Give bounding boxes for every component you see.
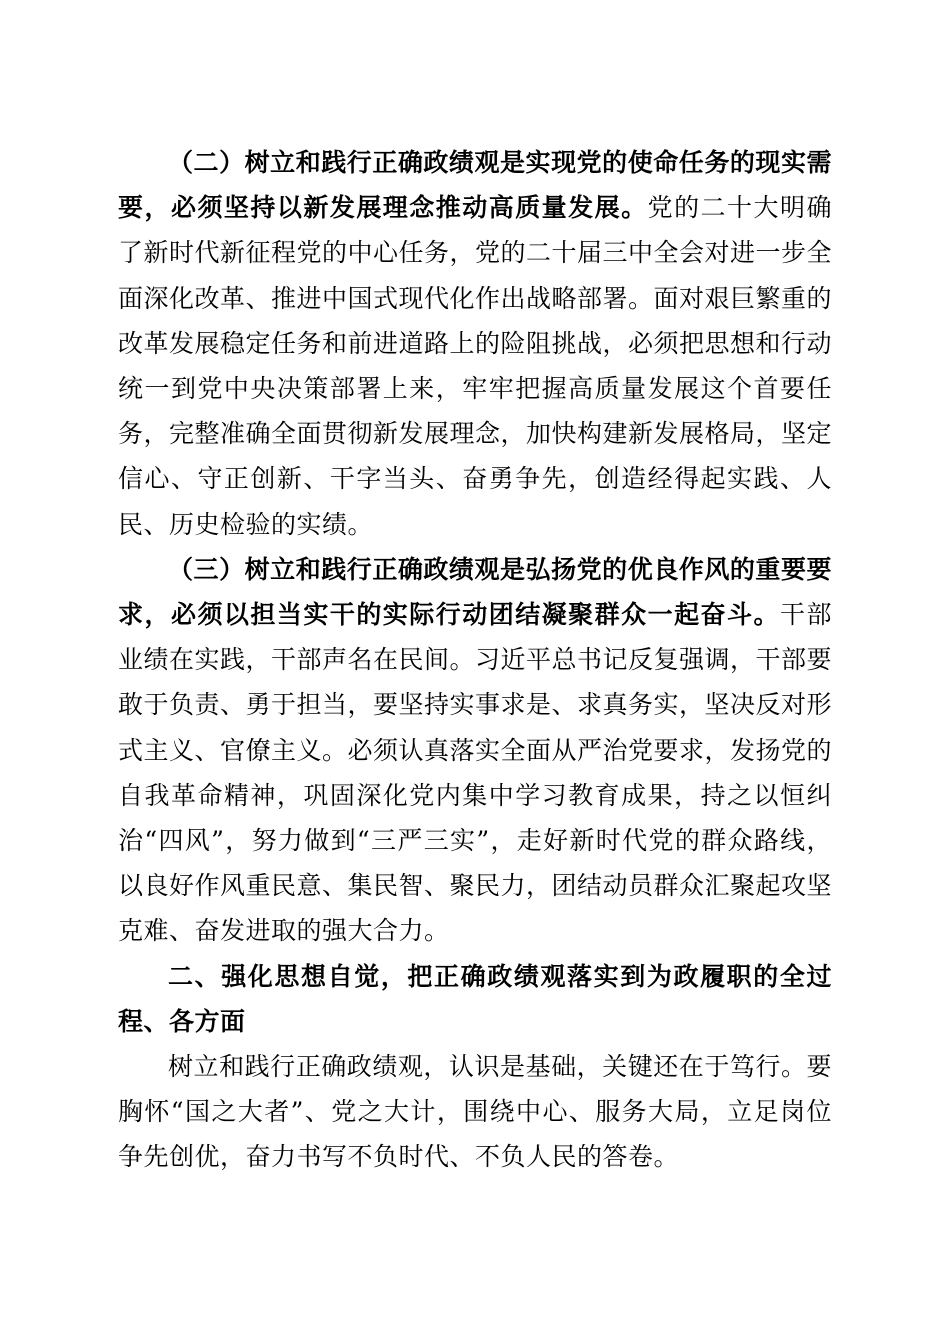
section-3-lead: （三）树立和践行正确政绩观是弘扬党的优良作风的重要要求，必须以担当实干的实际行动团结凝聚群众一起奋斗。 (118, 554, 832, 630)
section-3-body: 干部业绩在实践，干部声名在民间。习近平总书记反复强调，干部要敢于负责、勇于担当，要坚持实事求是、求真务实，坚决反对形式主义、官僚主义。必须认真落实全面从严治党要求，发扬党的自我革命精神，巩固深化党内集中学习教育成果，持之以恒纠治“四风”，努力做到“三严三实”，走好新时代党的群众路线，以良好作风重民意、集民智、聚民力，团结动员群众汇聚起攻坚克难、奋发进取的强大合力。 (118, 600, 833, 946)
heading-part-2: 二、强化思想自觉，把正确政绩观落实到为政履职的全过程、各方面 (118, 961, 832, 1036)
section-2-body: 党的二十大明确了新时代新征程党的中心任务，党的二十届三中全会对进一步全面深化改革、推进中国式现代化作出战略部署。面对艰巨繁重的改革发展稳定任务和前进道路上的险阻挑战，必须把思想和行动统一到党中央决策部署上来，牢牢把握高质量发展这个首要任务，完整准确全面贯彻新发展理念，加快构建新发展格局，坚定信心、守正创新、干字当头、奋勇争先，创造经得起实践、人民、历史检验的实绩。 (118, 193, 833, 539)
document-page (118, 140, 832, 1180)
paragraph-intro-part-2: 树立和践行正确政绩观，认识是基础，关键还在于笃行。要胸怀“国之大者”、党之大计，围绕中心、服务大局，立足岗位争先创优，奋力书写不负时代、不负人民的答卷。 (118, 1052, 832, 1172)
paragraph-section-2 (118, 140, 832, 547)
section-2-lead: （二）树立和践行正确政绩观是实现党的使命任务的现实需要，必须坚持以新发展理念推动高质量发展。 (118, 148, 832, 223)
paragraph-section-3 (118, 547, 832, 954)
